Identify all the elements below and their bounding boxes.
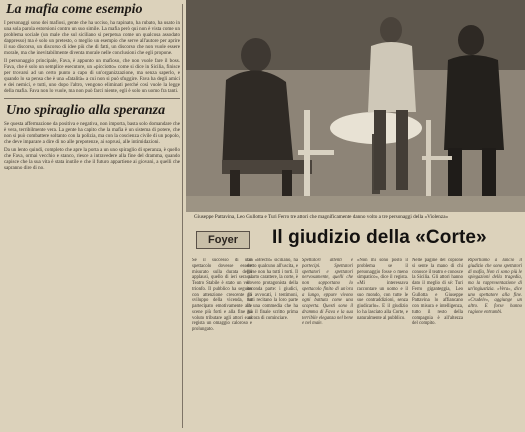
column-divider — [182, 4, 183, 428]
stage-photo — [186, 0, 525, 212]
review-paragraph: Nelle pagine del copione si sente la mano di chi conosce il teatro e conosce la Sicilia. Gli attori hanno dato il meglio di sé: Turi Ferro giganteggia, Leo Gullotta e Giuseppe Pattavina lo affiancano con misura e intelligenza, tutto il resto della compagnia è all'altezza del compito. — [412, 258, 463, 327]
review-column — [468, 258, 522, 430]
article-paragraph: I personaggi sono dei mafiosi, gente che ha ucciso, ha rapinato, ha rubato, ha usato in una sola parola estorsioni contro un suo simile. La mafia però qui non è vista come un problema sociale (un male che sul siciliano si perpetua come un qualcosa assodato dappresso) ma è solo un pretesto, o meglio un esempio che serve all'autore per aprire il suo discorso, un discorso di idee più che di fatti, un discorso che non vuole essere morale, ma che inevitabilmente diventa morale nelle conclusioni che egli propone. — [4, 20, 180, 57]
article-paragraph: Il personaggio principale, Fava, è appunto un mafioso, che non vuole fare il boss. Fava, che è solo un semplice esecutore, un «picciotto» come si dice in Sicilia, finisce per trovarsi ad un certo punto a capo di un'organizzazione, ma senza saperlo, e quando lo sa pensa che è una «fatalità» a cui non si può sfuggire. Fava ha degli amici e dei nemici, e tutti, uno dopo l'altro, vengono eliminati perché così vuole la legge della mafia. Fava non lo vuole, ma non può farci niente, egli è solo un uomo fra tanti. — [4, 57, 180, 95]
review-column — [247, 258, 298, 430]
review-columns — [192, 258, 523, 430]
headline-mafia: La mafia come esempio — [6, 3, 143, 17]
section-label-foyer: Foyer — [196, 231, 250, 249]
photo-caption: Giuseppe Pattavina, Leo Gullotta e Turi Ferro tre attori che magnificamente danno volto a tre personaggi della «Violenza» — [194, 214, 449, 220]
left-article-column — [4, 3, 180, 429]
review-column — [412, 258, 463, 430]
review-column — [192, 258, 252, 430]
review-paragraph: «Non mi sono posto il problema se il personaggio fosse o meno simpatico», dice il regista. «Mi interessava raccontare un uomo e il suo mondo, con tutte le sue contraddizioni, senza giudicarlo». E il giudizio lo ha lasciato alla Corte, e naturalmente al pubblico. — [357, 258, 408, 321]
review-column — [357, 258, 408, 430]
review-paragraph: Un «Brecht» siciliano, ha detto qualcuno all'uscita, e forse non ha tutti i torti. Il quarto carattere, la corte, è il vero protagonista della seconda parte: i giudici, gli avvocati, i testimoni, tutti recitano la loro parte in una commedia che ha già il finale scritto prima ancora di cominciare. — [247, 258, 298, 321]
headline-spiraglio: Uno spiraglio alla speranza — [6, 103, 166, 119]
right-article-column — [186, 0, 525, 432]
review-headline: Il giudizio della «Corte» — [272, 227, 487, 248]
section-divider — [4, 98, 180, 99]
stage-photo-illustration — [186, 0, 525, 212]
article-paragraph: Da un lento quindi, completo che apre la porta a un uno spiraglio di speranza, è quello che Fava, ormai vecchio e stanco, riesce a intravedere alla fine del dramma, quando capisce che la sua vita è stata inutile e che il futuro appartiene ai giovani, a quelli che sapranno dire di no. — [4, 146, 180, 171]
article-paragraph: Se questa affermazione da positiva e negativa, non importa, basta solo domandare che è vera, terribilmente vera. La gente ha capito che la mafia è un sistema di potere, che non si può combattere soltanto con la polizia, ma con la coscienza civile di un popolo, che deve imparare a dire di no alle prepotenze, ai soprusi, alle intimidazioni. — [4, 121, 180, 146]
review-title-bar — [194, 228, 521, 252]
review-column — [302, 258, 353, 430]
review-paragraph: Riportiamo a lancio il giudizio che sono spettatori di mafia, Non ci sono più le spiegazioni della tragedia, ma la rappresentazione di un'ingiustizia. «Vera», dice uno spettatore alla fine. «Crudele», aggiunge un altro. E forse hanno ragione entrambi. — [468, 258, 522, 315]
review-paragraph: Spettatori attenti e partecipi. Spettatori spettatori e spettatori nervosamente, quelli che non sopportano lo spettacolo finito di un'ora a lungo, eppure vivono ogni battuta come una scoperta. Questi sono il dramma di Fava e la sua terribile eleganza nel bene e nel male. — [302, 258, 353, 327]
review-paragraph: Se il successo di uno spettacolo dovesse essere misurato sulla durata degli applausi, quello di ieri sera al Teatro Stabile è stato un vero trionfo. Il pubblico ha seguito con attenzione crescente lo sviluppo della vicenda, ha partecipato emotivamente alle scene più forti e alla fine ha voluto tributare agli attori e al regista un omaggio caloroso e prolungato. — [192, 258, 252, 332]
